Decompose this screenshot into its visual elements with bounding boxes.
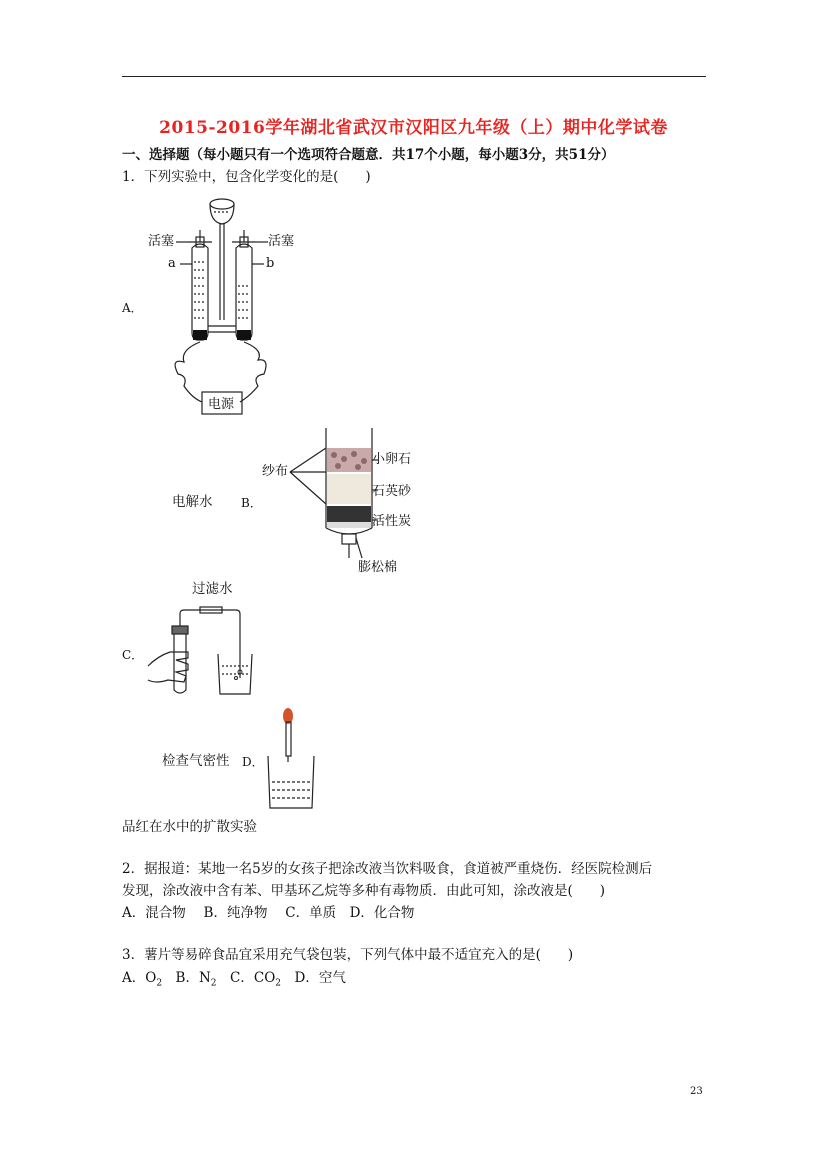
valve-left-label: 活塞 (148, 234, 175, 249)
question-3-options (122, 969, 346, 993)
activated-carbon-label: 活性炭 (372, 514, 412, 529)
quartz-sand-label: 石英砂 (372, 484, 412, 499)
section-heading: 一、选择题（每小题只有一个选项符合题意．共17个小题，每小题3分，共51分） (122, 147, 615, 163)
question-2-stem-line1: 2．据报道：某地一名5岁的女孩子把涂改液当饮料吸食，食道被严重烧伤．经医院检测后 (122, 861, 653, 877)
exam-title: 2015-2016学年湖北省武汉市汉阳区九年级（上）期中化学试卷 (159, 118, 668, 138)
page-number: 23 (690, 1086, 703, 1097)
question-2-options: A．混合物 B．纯净物 C．单质 D．化合物 (122, 905, 415, 921)
cotton-label: 膨松棉 (358, 560, 398, 575)
diffusion-experiment-figure (262, 706, 322, 812)
valve-right-label: 活塞 (268, 234, 295, 249)
q3-option-a: A．O (122, 970, 157, 986)
q3-option-b: B．N (162, 970, 211, 986)
q1-option-c-letter: C． (122, 648, 144, 662)
q1-option-d-caption: 品红在水中的扩散实验 (122, 819, 257, 835)
q3-option-d: D．空气 (281, 970, 346, 986)
q1-option-c-caption: 检查气密性 (162, 753, 230, 769)
q3-option-a-sub: 2 (156, 978, 163, 989)
q3-option-c: C．CO (216, 970, 276, 986)
pebbles-label: 小卵石 (372, 452, 412, 467)
q1-option-b-caption: 过滤水 (192, 581, 233, 597)
tube-b-label: b (266, 256, 275, 271)
q1-option-a-caption: 电解水 (172, 494, 213, 510)
electrolysis-apparatus-figure (140, 190, 310, 420)
q1-option-a-letter: A． (122, 301, 143, 315)
q1-option-d-letter: D． (242, 755, 264, 769)
header-rule (122, 76, 706, 77)
q1-option-b-letter: B． (241, 496, 262, 510)
q3-option-c-sub: 2 (275, 978, 281, 989)
question-2-stem-line2: 发现，涂改液中含有苯、甲基环乙烷等多种有毒物质．由此可知，涂改液是( ) (122, 883, 606, 899)
tube-a-label: a (168, 256, 176, 271)
question-1-stem: 1．下列实验中，包含化学变化的是( ) (122, 169, 371, 185)
question-3-stem: 3．薯片等易碎食品宜采用充气袋包装，下列气体中最不适宜充入的是( ) (122, 947, 574, 963)
airtightness-check-figure (148, 604, 258, 700)
gauze-label: 纱布 (262, 464, 289, 479)
power-source-label: 电源 (208, 397, 235, 412)
q3-option-b-sub: 2 (210, 978, 217, 989)
